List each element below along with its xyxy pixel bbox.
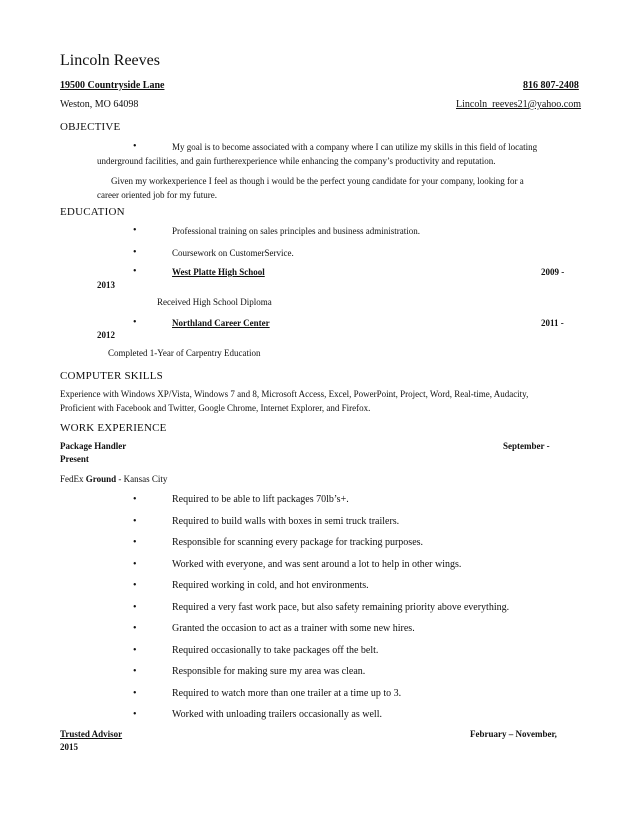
skills-line1: Experience with Windows XP/Vista, Windows 7 and 8, Microsoft Access, Excel, PowerPoint, Project, Word, Real-time, Audacity, xyxy=(60,389,529,399)
bullet-icon: • xyxy=(133,623,137,634)
bullet-icon: • xyxy=(133,537,137,548)
duty-item: Granted the occasion to act as a trainer with some new hires. xyxy=(172,623,415,634)
bullet-icon: • xyxy=(133,516,137,527)
job-dates-end: Present xyxy=(60,454,89,464)
skills-line2: Proficient with Facebook and Twitter, Google Chrome, Internet Explorer, and Firefox. xyxy=(60,403,371,413)
bullet-icon: • xyxy=(133,709,137,720)
education-item: Coursework on CustomerService. xyxy=(172,248,294,258)
school-end-year: 2012 xyxy=(97,330,115,340)
company-name-part: FedEx xyxy=(60,474,84,484)
job-dates: February – November, xyxy=(470,729,557,739)
bullet-icon: • xyxy=(133,141,137,152)
street-address: 19500 Countryside Lane xyxy=(60,80,165,91)
resume-name: Lincoln Reeves xyxy=(60,52,160,69)
bullet-icon: • xyxy=(133,247,137,258)
duty-item: Required a very fast work pace, but also safety remaining priority above everything. xyxy=(172,602,510,613)
school-name: West Platte High School xyxy=(172,267,265,277)
school-start-year: 2011 - xyxy=(541,318,564,328)
phone-number: 816 807-2408 xyxy=(523,80,579,91)
duty-item: Worked with everyone, and was sent around a lot to help in other wings. xyxy=(172,559,462,570)
duty-item: Required to watch more than one trailer at a time up to 3. xyxy=(172,688,402,699)
education-item: Professional training on sales principles and business administration. xyxy=(172,226,420,236)
education-heading: EDUCATION xyxy=(60,206,125,218)
duty-item: Responsible for scanning every package for tracking purposes. xyxy=(172,537,424,548)
job-title: Trusted Advisor xyxy=(60,729,123,739)
job-title: Package Handler xyxy=(60,441,127,451)
school-end-year: 2013 xyxy=(97,280,115,290)
objective-para2-line1: Given my workexperience I feel as though i would be the perfect young candidate for your company, looking for a xyxy=(111,176,524,186)
city-state-zip: Weston, MO 64098 xyxy=(60,99,139,110)
job-company xyxy=(60,474,167,484)
duty-item: Required to build walls with boxes in semi truck trailers. xyxy=(172,516,400,527)
bullet-icon: • xyxy=(133,225,137,236)
objective-para1-line1: My goal is to become associated with a company where I can utilize my skills in this field of locating xyxy=(172,142,538,152)
company-name-part: Ground xyxy=(85,474,117,484)
bullet-icon: • xyxy=(133,580,137,591)
school-detail: Received High School Diploma xyxy=(157,297,272,307)
objective-para2-line2: career oriented job for my future. xyxy=(97,190,217,200)
email-link[interactable]: Lincoln_reeves21@yahoo.com xyxy=(456,99,582,110)
work-heading: WORK EXPERIENCE xyxy=(60,422,167,434)
bullet-icon: • xyxy=(133,688,137,699)
job-dates-end: 2015 xyxy=(60,742,78,752)
school-start-year: 2009 - xyxy=(541,267,565,277)
bullet-icon: • xyxy=(133,666,137,677)
bullet-icon: • xyxy=(133,559,137,570)
skills-heading: COMPUTER SKILLS xyxy=(60,370,163,382)
duty-item: Responsible for making sure my area was clean. xyxy=(172,666,366,677)
school-detail: Completed 1-Year of Carpentry Education xyxy=(108,348,261,358)
duty-item: Required to be able to lift packages 70lb’s+. xyxy=(172,494,349,505)
bullet-icon: • xyxy=(133,317,137,328)
bullet-icon: • xyxy=(133,602,137,613)
company-location: - Kansas City xyxy=(118,474,168,484)
school-name: Northland Career Center xyxy=(172,318,270,328)
bullet-icon: • xyxy=(133,266,137,277)
duty-item: Required occasionally to take packages off the belt. xyxy=(172,645,379,656)
duty-item: Worked with unloading trailers occasionally as well. xyxy=(172,709,382,720)
bullet-icon: • xyxy=(133,645,137,656)
objective-heading: OBJECTIVE xyxy=(60,121,121,133)
objective-para1-line2: underground facilities, and gain furtherexperience while enhancing the company’s productivity and reputation. xyxy=(97,156,496,166)
bullet-icon: • xyxy=(133,494,137,505)
duty-item: Required working in cold, and hot environments. xyxy=(172,580,369,591)
job-dates: September - xyxy=(503,441,550,451)
